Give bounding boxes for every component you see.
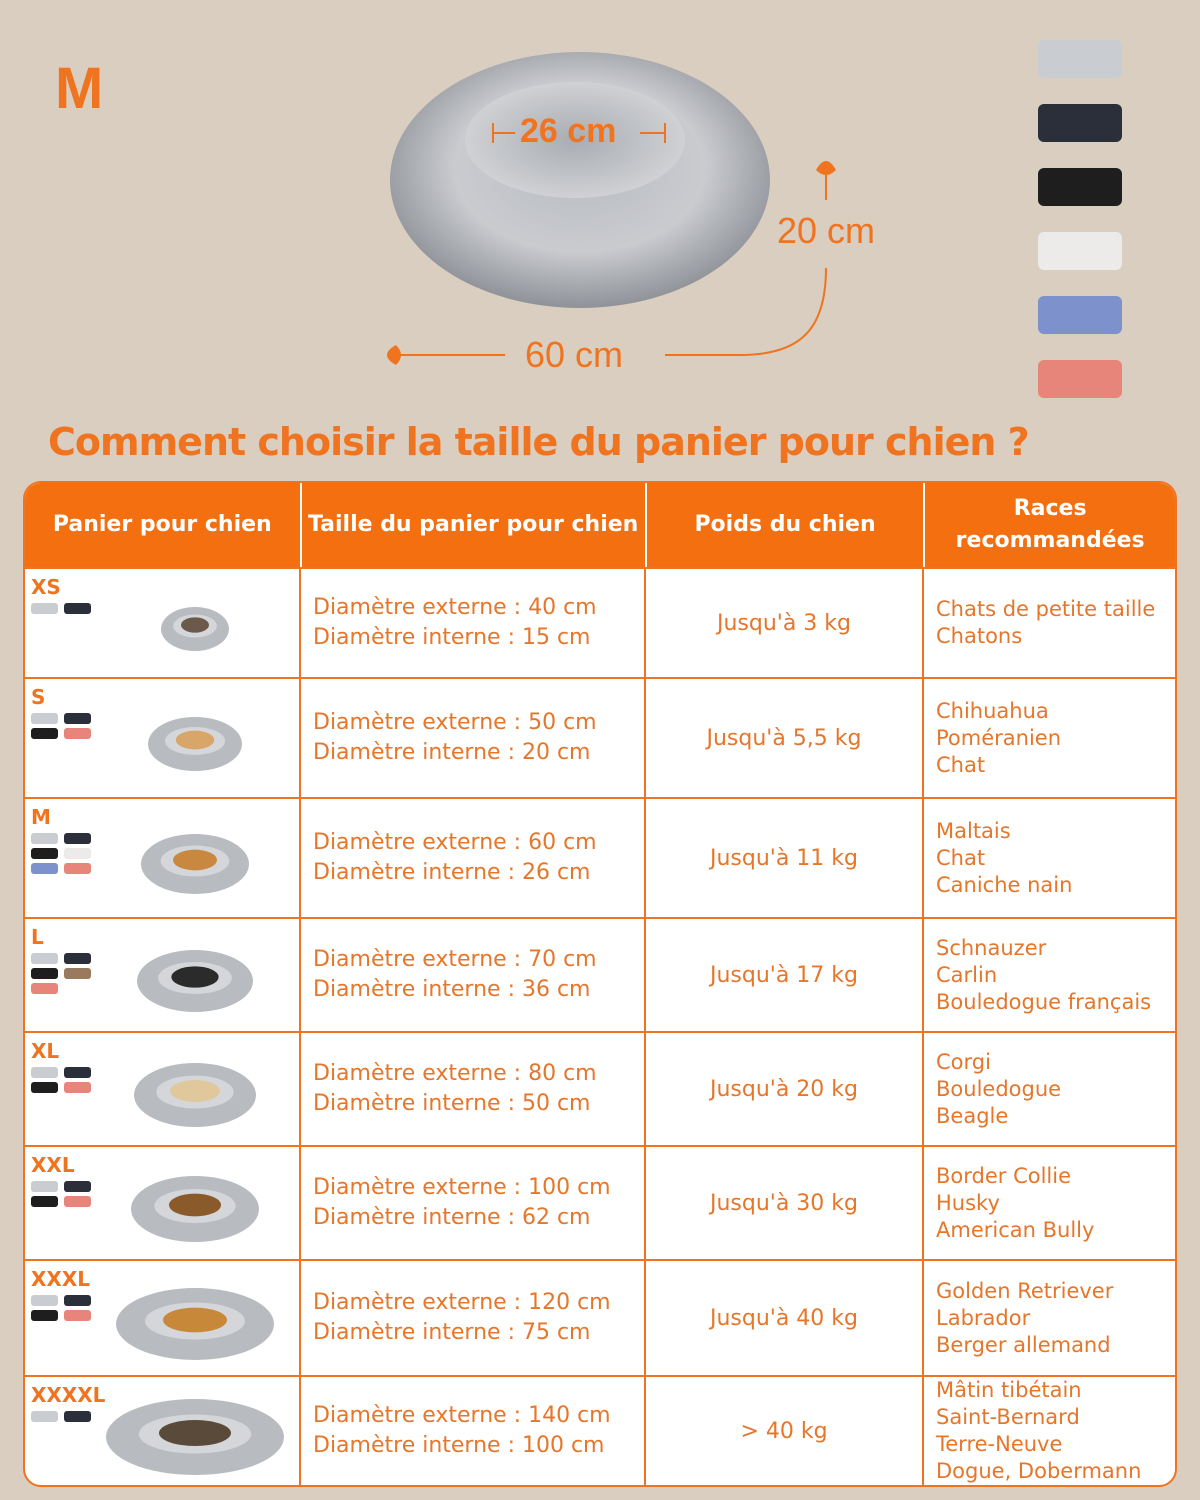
weight-cell [646,569,924,677]
outer-diameter-text: Diamètre externe : 140 cm [313,1403,611,1428]
mini-swatch [31,1082,58,1093]
header-bed: Panier pour chien [25,483,302,567]
header-breeds-text: Races recommandées [955,496,1145,553]
mini-swatch [31,1295,58,1306]
color-swatch[interactable] [1038,40,1122,78]
breed-text: Maltais [936,818,1011,843]
dimensions-cell [301,679,646,797]
table-body [25,567,1175,1485]
size-code: XS [31,575,61,599]
table-row [25,1259,1175,1375]
hero-size-label: M [55,56,104,121]
table-row [25,797,1175,917]
table-row [25,677,1175,797]
breeds-cell [924,1377,1175,1485]
table-row [25,1375,1175,1485]
color-swatch[interactable] [1038,168,1122,206]
weight-cell [646,799,924,917]
inner-diameter-text: Diamètre interne : 15 cm [313,625,591,650]
page-title: Comment choisir la taille du panier pour chien ? [48,420,1029,464]
breed-text: Bouledogue français [936,989,1152,1014]
bed-cell [25,919,301,1031]
mini-swatches [31,953,93,994]
mini-swatch [64,713,91,724]
mini-swatch [64,953,91,964]
breed-text: Bouledogue [936,1076,1062,1101]
breeds-cell [924,1147,1175,1259]
mini-swatch [64,1082,91,1093]
mini-swatches [31,1067,93,1093]
color-swatches [1038,40,1122,424]
bed-cell [25,799,301,917]
weight-cell [646,679,924,797]
breed-text: Mâtin tibétain [936,1378,1082,1402]
breeds-cell [924,1261,1175,1375]
breed-text: Terre-Neuve [936,1432,1063,1456]
breed-text: Chihuahua [936,698,1049,723]
header-size: Taille du panier pour chien [302,483,647,567]
inner-diameter-text: Diamètre interne : 62 cm [313,1205,591,1230]
inner-diameter-label: 26 cm [520,112,617,150]
bed-cell [25,1377,301,1485]
size-code: S [31,685,46,709]
mini-swatch [64,863,91,874]
bed-cell [25,569,301,677]
bed-thumbnail [136,949,254,1013]
weight-text: Jusqu'à 20 kg [709,1076,859,1102]
breed-text: Chatons [936,624,1023,648]
inner-diameter-text: Diamètre interne : 36 cm [313,977,591,1002]
mini-swatches [31,1411,93,1422]
table-row [25,1145,1175,1259]
dimensions-cell [301,919,646,1031]
breeds-cell [924,1033,1175,1145]
mini-swatch [31,1310,58,1321]
size-code: XL [31,1039,60,1063]
size-code: XXXXL [31,1383,106,1407]
bed-thumbnail [105,1398,285,1476]
breed-text: Labrador [936,1305,1031,1330]
size-code: L [31,925,44,949]
mini-swatch [31,863,58,874]
mini-swatch [31,968,58,979]
bed-cell [25,1261,301,1375]
breed-text: Golden Retriever [936,1278,1114,1303]
dimensions-cell [301,1147,646,1259]
mini-swatch [31,713,58,724]
bed-thumbnail [140,833,250,895]
breed-text: Carlin [936,962,998,987]
breed-text: Border Collie [936,1163,1072,1188]
mini-swatch [64,1310,91,1321]
outer-diameter-text: Diamètre externe : 70 cm [313,947,597,972]
mini-swatch [64,1196,91,1207]
breeds-cell [924,919,1175,1031]
breed-text: Caniche nain [936,872,1073,897]
weight-cell [646,1147,924,1259]
mini-swatch [64,833,91,844]
mini-swatch [31,603,58,614]
color-swatch[interactable] [1038,296,1122,334]
outer-diameter-text: Diamètre externe : 60 cm [313,830,597,855]
dimensions-cell [301,1377,646,1485]
color-swatch[interactable] [1038,360,1122,398]
weight-text: > 40 kg [740,1418,828,1444]
mini-swatch [64,1295,91,1306]
weight-text: Jusqu'à 40 kg [709,1305,859,1331]
inner-diameter-text: Diamètre interne : 20 cm [313,740,591,765]
bed-cell [25,679,301,797]
breed-text: Dogue, Dobermann [936,1459,1142,1483]
size-code: XXXL [31,1267,91,1291]
table-row [25,1031,1175,1145]
mini-swatch [64,603,91,614]
breed-text: American Bully [936,1217,1095,1242]
bed-thumbnail [133,1062,257,1128]
bed-thumbnail [130,1175,260,1243]
weight-cell [646,919,924,1031]
breed-text: Beagle [936,1103,1009,1128]
bed-thumbnail [115,1287,275,1361]
color-swatch[interactable] [1038,104,1122,142]
mini-swatches [31,713,93,739]
mini-swatches [31,833,93,874]
mini-swatch [64,968,91,979]
dimensions-cell [301,799,646,917]
bed-thumbnail [147,716,243,772]
table-header [25,483,1175,567]
weight-text: Jusqu'à 30 kg [709,1190,859,1216]
outer-diameter-text: Diamètre externe : 100 cm [313,1175,611,1200]
outer-diameter-text: Diamètre externe : 40 cm [313,595,597,620]
inner-diameter-text: Diamètre interne : 50 cm [313,1091,591,1116]
mini-swatch [64,728,91,739]
outer-diameter-text: Diamètre externe : 120 cm [313,1290,611,1315]
mini-swatches [31,1295,93,1321]
mini-swatch [31,983,58,994]
dimensions-cell [301,1033,646,1145]
size-code: M [31,805,51,829]
mini-swatch [31,1181,58,1192]
weight-text: Jusqu'à 17 kg [709,962,859,988]
dimensions-cell [301,1261,646,1375]
size-table [23,481,1177,1487]
outer-diameter-text: Diamètre externe : 80 cm [313,1061,597,1086]
breed-text: Poméranien [936,725,1062,750]
mini-swatch [31,728,58,739]
mini-swatch [64,1181,91,1192]
header-breeds [925,483,1175,567]
mini-swatch [31,1411,58,1422]
mini-swatch [31,848,58,859]
header-weight: Poids du chien [647,483,926,567]
breed-text: Husky [936,1190,1000,1215]
mini-swatch [64,1411,91,1422]
mini-swatch [31,953,58,964]
color-swatch[interactable] [1038,232,1122,270]
mini-swatches [31,603,93,614]
bed-cell [25,1033,301,1145]
mini-swatch [31,1196,58,1207]
weight-cell [646,1033,924,1145]
mini-swatches [31,1181,93,1207]
inner-diameter-text: Diamètre interne : 75 cm [313,1320,591,1345]
mini-swatch [64,848,91,859]
dimensions-cell [301,569,646,677]
bed-cell [25,1147,301,1259]
breeds-cell [924,799,1175,917]
bed-thumbnail [160,606,230,652]
weight-text: Jusqu'à 3 kg [716,610,852,636]
size-code: XXL [31,1153,75,1177]
weight-text: Jusqu'à 5,5 kg [706,725,862,751]
outer-diameter-text: Diamètre externe : 50 cm [313,710,597,735]
breed-text: Schnauzer [936,935,1047,960]
mini-swatch [31,1067,58,1078]
inner-diameter-text: Diamètre interne : 100 cm [313,1433,605,1458]
mini-swatch [64,1067,91,1078]
table-row [25,567,1175,677]
breed-text: Corgi [936,1049,991,1074]
breed-text: Chat [936,752,986,777]
breed-text: Saint-Bernard [936,1405,1080,1429]
breed-text: Chats de petite taille [936,597,1156,621]
breed-text: Berger allemand [936,1332,1111,1357]
breeds-cell [924,679,1175,797]
mini-swatch [31,833,58,844]
weight-cell [646,1261,924,1375]
weight-text: Jusqu'à 11 kg [709,845,859,871]
breed-text: Chat [936,845,986,870]
table-row [25,917,1175,1031]
breeds-cell [924,569,1175,677]
inner-diameter-text: Diamètre interne : 26 cm [313,860,591,885]
outer-diameter-label: 60 cm [525,334,624,375]
height-label: 20 cm [777,210,876,251]
weight-cell [646,1377,924,1485]
